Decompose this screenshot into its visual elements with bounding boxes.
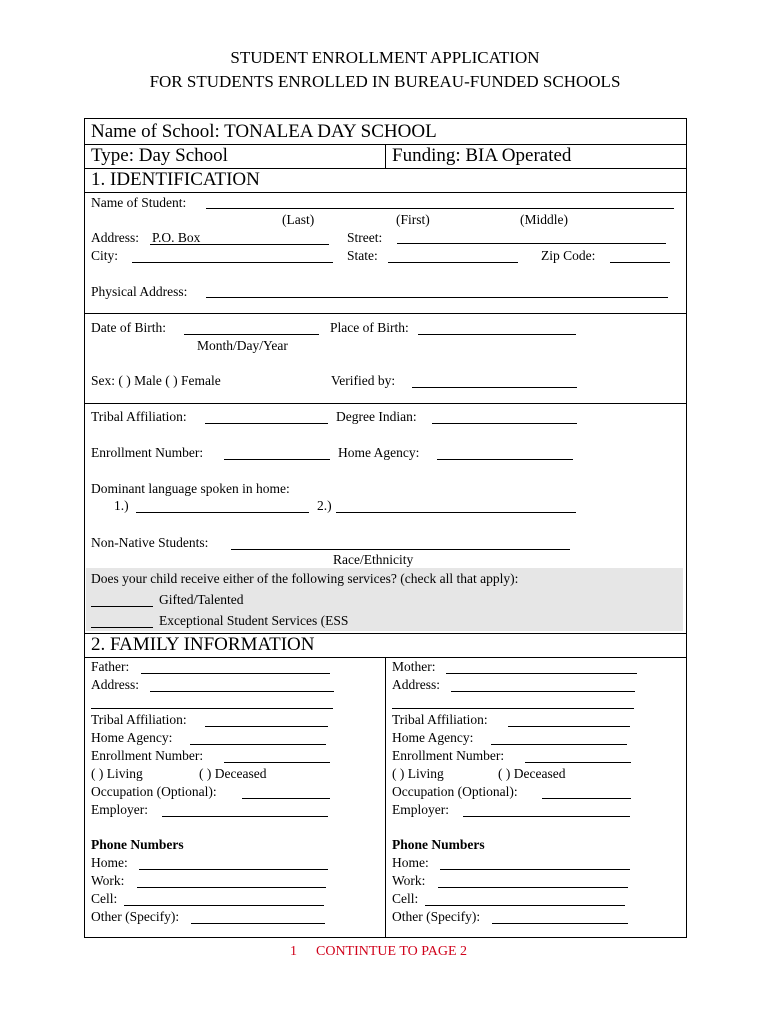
father-agency-label: Home Agency: (91, 730, 173, 745)
mother-address-line2[interactable] (392, 708, 634, 709)
mother-other-label: Other (Specify): (392, 909, 481, 924)
mother-enroll-label: Enrollment Number: (392, 748, 505, 763)
enrollment-number-field[interactable] (224, 459, 330, 460)
mother-work-label: Work: (392, 873, 426, 888)
father-cell-label: Cell: (91, 891, 118, 906)
mother-work-field[interactable] (438, 887, 628, 888)
zip-label: Zip Code: (541, 248, 596, 263)
mother-employer-label: Employer: (392, 802, 449, 817)
middle-hint: (Middle) (520, 212, 568, 227)
mother-living[interactable]: ( ) Living (392, 766, 444, 781)
father-employer-label: Employer: (91, 802, 148, 817)
home-agency-field[interactable] (437, 459, 573, 460)
city-field[interactable] (132, 262, 333, 263)
services-question: Does your child receive either of the following services? (check all that apply): (91, 571, 519, 586)
father-enroll-field[interactable] (224, 762, 330, 763)
father-employer-field[interactable] (162, 816, 328, 817)
section-identification-heading: 1. IDENTIFICATION (91, 169, 260, 190)
father-enroll-label: Enrollment Number: (91, 748, 204, 763)
section-family-heading: 2. FAMILY INFORMATION (91, 634, 315, 655)
father-address-label: Address: (91, 677, 139, 692)
physical-address-field[interactable] (206, 297, 668, 298)
street-label: Street: (347, 230, 383, 245)
father-label: Father: (91, 659, 130, 674)
tribal-affiliation-field[interactable] (205, 423, 328, 424)
state-label: State: (347, 248, 378, 263)
father-deceased[interactable]: ( ) Deceased (199, 766, 267, 781)
gifted-check-field[interactable] (91, 606, 153, 607)
form-title: STUDENT ENROLLMENT APPLICATION (230, 48, 540, 67)
ess-label: Exceptional Student Services (ESS (159, 613, 349, 628)
tribal-affiliation-label: Tribal Affiliation: (91, 409, 187, 424)
mother-other-field[interactable] (492, 923, 628, 924)
mother-occupation-label: Occupation (Optional): (392, 784, 518, 799)
dob-label: Date of Birth: (91, 320, 166, 335)
mother-label: Mother: (392, 659, 436, 674)
father-tribal-label: Tribal Affiliation: (91, 712, 187, 727)
father-living[interactable]: ( ) Living (91, 766, 143, 781)
mother-agency-field[interactable] (491, 744, 627, 745)
first-hint: (First) (396, 212, 430, 227)
student-name-field[interactable] (206, 208, 674, 209)
page-number: 1 (290, 944, 297, 959)
language-2-field[interactable] (336, 512, 576, 513)
mother-home-field[interactable] (440, 869, 630, 870)
father-other-field[interactable] (191, 923, 325, 924)
language-1-field[interactable] (136, 512, 309, 513)
school-name: Name of School: TONALEA DAY SCHOOL (91, 121, 437, 142)
pob-field[interactable] (418, 334, 576, 335)
mother-tribal-field[interactable] (508, 726, 630, 727)
language-label: Dominant language spoken in home: (91, 481, 290, 496)
ess-check-field[interactable] (91, 627, 153, 628)
physical-address-label: Physical Address: (91, 284, 188, 299)
enrollment-number-label: Enrollment Number: (91, 445, 204, 460)
father-address-field[interactable] (150, 691, 334, 692)
father-phone-heading: Phone Numbers (91, 837, 184, 852)
degree-indian-label: Degree Indian: (336, 409, 417, 424)
continue-note: CONTINTUE TO PAGE 2 (316, 944, 468, 959)
mother-deceased[interactable]: ( ) Deceased (498, 766, 566, 781)
home-agency-label: Home Agency: (338, 445, 420, 460)
city-label: City: (91, 248, 119, 263)
mother-tribal-label: Tribal Affiliation: (392, 712, 488, 727)
school-type: Type: Day School (91, 145, 228, 166)
father-tribal-field[interactable] (205, 726, 328, 727)
father-occupation-field[interactable] (242, 798, 330, 799)
sex-options[interactable]: Sex: ( ) Male ( ) Female (91, 373, 221, 388)
father-field[interactable] (141, 673, 330, 674)
father-work-label: Work: (91, 873, 125, 888)
mother-cell-field[interactable] (425, 905, 625, 906)
gifted-label: Gifted/Talented (159, 592, 244, 607)
degree-indian-field[interactable] (432, 423, 577, 424)
student-name-label: Name of Student: (91, 195, 187, 210)
address-label: Address: (91, 230, 139, 245)
father-home-field[interactable] (139, 869, 328, 870)
father-agency-field[interactable] (190, 744, 326, 745)
non-native-field[interactable] (231, 549, 570, 550)
state-field[interactable] (388, 262, 518, 263)
school-funding: Funding: BIA Operated (392, 145, 572, 166)
non-native-label: Non-Native Students: (91, 535, 209, 550)
dob-hint: Month/Day/Year (197, 338, 288, 353)
language-2-label: 2.) (317, 498, 332, 513)
verified-field[interactable] (412, 387, 577, 388)
mother-occupation-field[interactable] (542, 798, 631, 799)
zip-field[interactable] (610, 262, 670, 263)
mother-address-label: Address: (392, 677, 440, 692)
mother-address-field[interactable] (451, 691, 635, 692)
language-1-label: 1.) (114, 498, 129, 513)
pob-label: Place of Birth: (330, 320, 409, 335)
last-hint: (Last) (282, 212, 315, 227)
mother-phone-heading: Phone Numbers (392, 837, 485, 852)
father-cell-field[interactable] (124, 905, 324, 906)
mother-field[interactable] (446, 673, 637, 674)
father-work-field[interactable] (137, 887, 326, 888)
street-field[interactable] (397, 243, 666, 244)
po-box-field[interactable] (150, 244, 329, 245)
mother-cell-label: Cell: (392, 891, 419, 906)
race-ethnicity-hint: Race/Ethnicity (333, 552, 414, 567)
mother-enroll-field[interactable] (525, 762, 631, 763)
mother-agency-label: Home Agency: (392, 730, 474, 745)
father-occupation-label: Occupation (Optional): (91, 784, 217, 799)
po-box-label: P.O. Box (152, 230, 201, 245)
mother-employer-field[interactable] (463, 816, 630, 817)
mother-home-label: Home: (392, 855, 429, 870)
father-other-label: Other (Specify): (91, 909, 180, 924)
verified-label: Verified by: (331, 373, 396, 388)
form-subtitle: FOR STUDENTS ENROLLED IN BUREAU-FUNDED SCHOOLS (149, 72, 621, 91)
dob-field[interactable] (184, 334, 319, 335)
father-address-line2[interactable] (91, 708, 333, 709)
father-home-label: Home: (91, 855, 128, 870)
